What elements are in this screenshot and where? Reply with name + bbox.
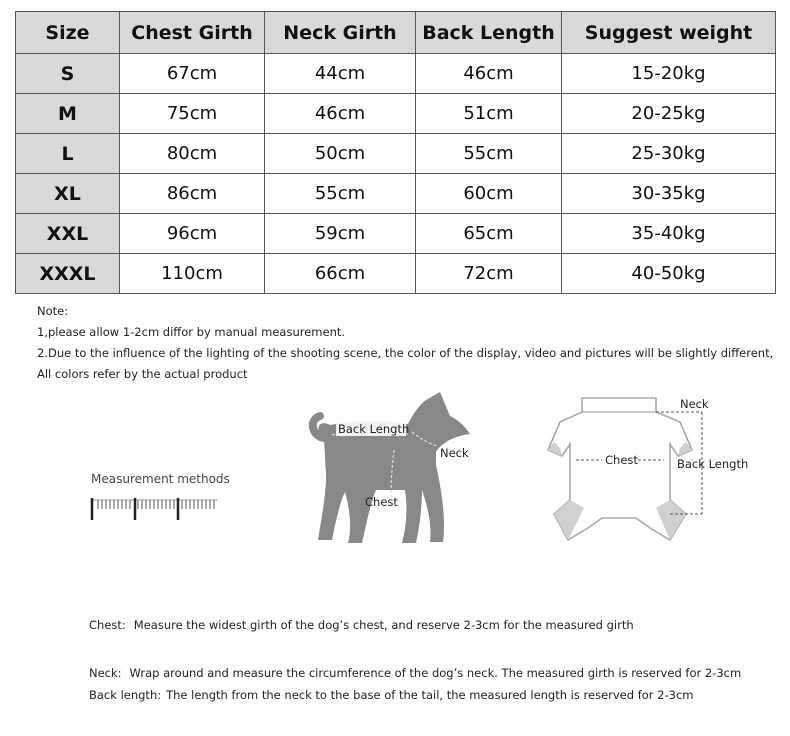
dog-silhouette-icon <box>318 392 470 543</box>
chest-cell: 96cm <box>120 214 265 254</box>
neck-cell: 66cm <box>265 254 416 294</box>
dog-measurement-diagram <box>290 380 490 552</box>
dog-neck-label: Neck <box>440 446 469 460</box>
table-row <box>16 54 776 94</box>
size-cell: S <box>16 54 120 94</box>
note-title: Note: <box>37 304 69 318</box>
chest-cell: 75cm <box>120 94 265 134</box>
size-cell: XXXL <box>16 254 120 294</box>
weight-cell: 20-25kg <box>562 94 776 134</box>
definition-neck-term: Neck: <box>89 666 122 680</box>
neck-cell: 59cm <box>265 214 416 254</box>
note-line-3: All colors refer by the actual product <box>37 367 248 381</box>
back-cell: 72cm <box>416 254 562 294</box>
table-row <box>16 254 776 294</box>
neck-cell: 46cm <box>265 94 416 134</box>
definition-chest-text: Measure the widest girth of the dog’s chest, and reserve 2-3cm for the measured girth <box>133 618 634 632</box>
header-chest-girth: Chest Girth <box>120 12 265 54</box>
back-cell: 60cm <box>416 174 562 214</box>
definition-back-term: Back length: <box>89 688 162 702</box>
back-cell: 51cm <box>416 94 562 134</box>
back-cell: 55cm <box>416 134 562 174</box>
table-row <box>16 174 776 214</box>
garment-measurement-diagram <box>540 390 760 550</box>
weight-cell: 15-20kg <box>562 54 776 94</box>
back-cell: 65cm <box>416 214 562 254</box>
neck-cell: 55cm <box>265 174 416 214</box>
measurement-methods-label: Measurement methods <box>91 472 230 486</box>
weight-cell: 40-50kg <box>562 254 776 294</box>
back-cell: 46cm <box>416 54 562 94</box>
definition-back-text: The length from the neck to the base of the tail, the measured length is reserved for 2-3cm <box>166 688 694 702</box>
header-back-length: Back Length <box>416 12 562 54</box>
neck-cell: 50cm <box>265 134 416 174</box>
note-line-2: 2.Due to the influence of the lighting of the shooting scene, the color of the display, video and pictures will be slightly different, <box>37 346 774 360</box>
definition-back-length <box>89 688 694 702</box>
definition-neck-text: Wrap around and measure the circumference of the dog’s neck. The measured girth is reserved for 2-3cm <box>129 666 742 680</box>
garment-back-length-label: Back Length <box>677 457 749 471</box>
definition-chest-term: Chest: <box>89 618 126 632</box>
table-row <box>16 94 776 134</box>
header-size: Size <box>16 12 120 54</box>
header-suggest-weight: Suggest weight <box>562 12 776 54</box>
size-cell: XL <box>16 174 120 214</box>
definition-neck <box>89 666 741 680</box>
table-row <box>16 134 776 174</box>
weight-cell: 30-35kg <box>562 174 776 214</box>
chest-cell: 86cm <box>120 174 265 214</box>
weight-cell: 25-30kg <box>562 134 776 174</box>
note-line-1: 1,please allow 1-2cm diffor by manual measurement. <box>37 325 346 339</box>
size-chart-table <box>15 11 776 294</box>
garment-neck-label: Neck <box>680 397 709 411</box>
chest-cell: 80cm <box>120 134 265 174</box>
table-header-row <box>16 12 776 54</box>
size-cell: XXL <box>16 214 120 254</box>
garment-chest-label: Chest <box>605 453 638 467</box>
header-neck-girth: Neck Girth <box>265 12 416 54</box>
dog-back-length-label: Back Length <box>338 422 410 436</box>
dog-chest-label: Chest <box>365 495 398 509</box>
table-row <box>16 214 776 254</box>
definition-chest <box>89 618 634 632</box>
weight-cell: 35-40kg <box>562 214 776 254</box>
size-cell: L <box>16 134 120 174</box>
measuring-tape-icon <box>90 494 220 522</box>
chest-cell: 67cm <box>120 54 265 94</box>
neck-cell: 44cm <box>265 54 416 94</box>
chest-cell: 110cm <box>120 254 265 294</box>
size-cell: M <box>16 94 120 134</box>
